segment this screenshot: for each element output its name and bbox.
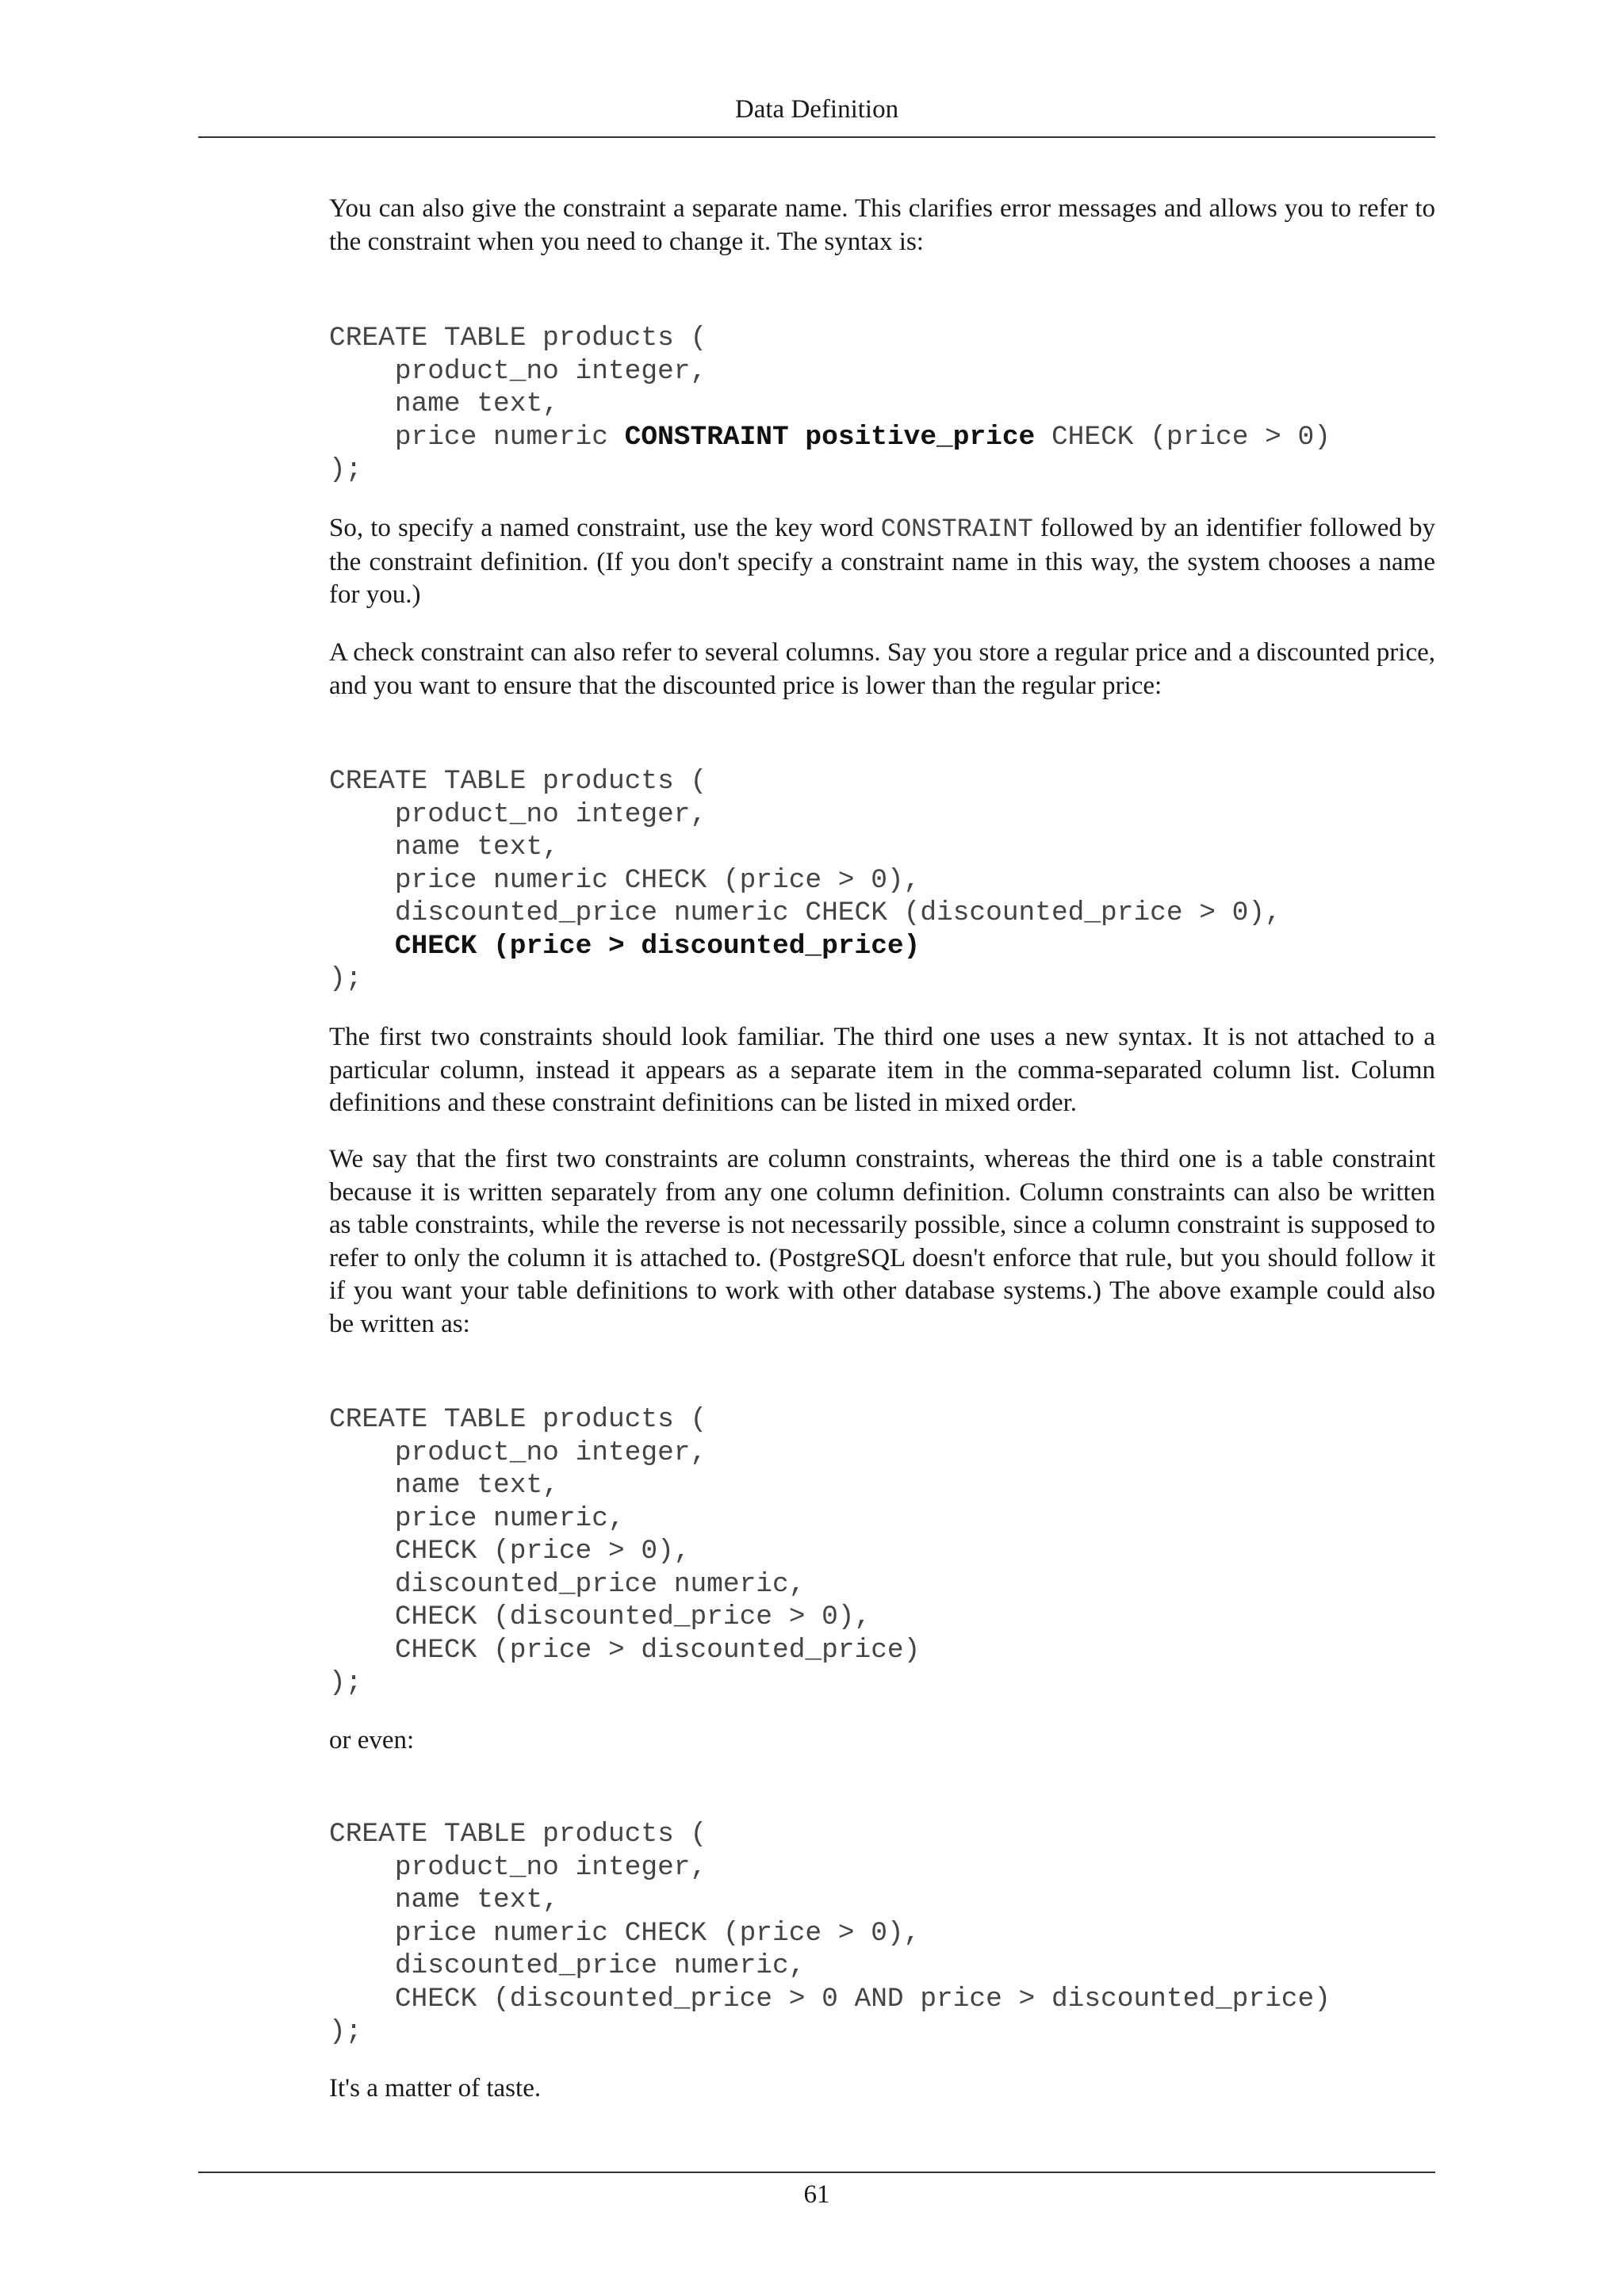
code-line: name text, (329, 388, 559, 419)
code-highlight: CHECK (price > discounted_price) (394, 930, 921, 962)
code-line: CREATE TABLE products ( (329, 323, 707, 354)
code-block-multi-column-check (329, 765, 1435, 996)
footer-rule (198, 2172, 1435, 2173)
paragraph-table-constraint-syntax: The first two constraints should look familiar. The third one uses a new syntax. It is not attached to a particular column, instead it appears as a separate item in the comma-separated column list. Column definitions and these constraint definitions can be listed in mixed order. (329, 1023, 1435, 1117)
code-line: name text, (329, 832, 559, 863)
code-line: product_no integer, (329, 355, 707, 387)
paragraph-named-constraint-intro: You can also give the constraint a separate name. This clarifies error messages and allows you to refer to the constraint when you need to change it. The syntax is: (329, 194, 1435, 256)
code-line: price numeric (329, 421, 625, 453)
code-block-combined-check (329, 1818, 1435, 2049)
code-line: CREATE TABLE products ( (329, 1404, 707, 1435)
code-line: discounted_price numeric CHECK (discounted_price > 0), (329, 897, 1281, 928)
code-block-named-constraint (329, 322, 1435, 487)
code-line: product_no integer, (329, 1437, 707, 1468)
code-line: CREATE TABLE products ( (329, 1819, 707, 1850)
code-line: CHECK (price > discounted_price) (329, 1634, 921, 1666)
code-block-table-constraints (329, 1403, 1435, 1700)
code-line: price numeric CHECK (price > 0), (329, 1917, 921, 1949)
code-line: name text, (329, 1885, 559, 1915)
code-line: ); (329, 454, 362, 485)
code-line: discounted_price numeric, (329, 1568, 806, 1600)
code-line: ); (329, 2016, 362, 2047)
page-number: 61 (803, 2180, 830, 2209)
paragraph-matter-of-taste: It's a matter of taste. (329, 2074, 542, 2103)
running-header: Data Definition (734, 95, 899, 124)
code-line: discounted_price numeric, (329, 1950, 806, 1981)
code-line: product_no integer, (329, 1851, 707, 1883)
code-line: product_no integer, (329, 798, 707, 830)
paragraph-or-even: or even: (329, 1726, 415, 1755)
code-line: price numeric CHECK (price > 0), (329, 864, 921, 896)
code-line: name text, (329, 1470, 559, 1501)
header-rule (198, 136, 1435, 138)
code-line: CHECK (price > 0) (1035, 421, 1331, 453)
code-line (329, 931, 395, 962)
code-line: CREATE TABLE products ( (329, 766, 707, 797)
code-line: price numeric, (329, 1502, 625, 1534)
paragraph-column-vs-table-constraints: We say that the first two constraints are column constraints, whereas the third one is a table constraint because it is written separately from any one column definition. Column constraints can also be written as table constraints, while the reverse is not necessarily possible, since a column constraint is supposed to refer to only the column it is attached to. (PostgreSQL doesn't enforce that rule, but you should follow it if you want your table definitions to work with other database systems.) The above example could also be written as: (329, 1145, 1435, 1338)
code-line: ); (329, 963, 362, 994)
code-highlight: CONSTRAINT positive_price (624, 421, 1036, 453)
inline-code-constraint: CONSTRAINT (880, 515, 1033, 544)
code-line: CHECK (price > 0), (329, 1536, 691, 1567)
paragraph-multi-column-check: A check constraint can also refer to several columns. Say you store a regular price and a discounted price, and you want to ensure that the discounted price is lower than the regular price: (329, 638, 1435, 700)
code-line: ); (329, 1667, 362, 1698)
code-line: CHECK (discounted_price > 0), (329, 1601, 871, 1632)
code-line: CHECK (discounted_price > 0 AND price > discounted_price) (329, 1983, 1331, 2015)
paragraph-named-constraint-explain: So, to specify a named constraint, use the key word CONSTRAINT followed by an identifier followed by the constraint definition. (If you don't specify a constraint name in this way, the system chooses a name for you.) (329, 514, 1436, 609)
